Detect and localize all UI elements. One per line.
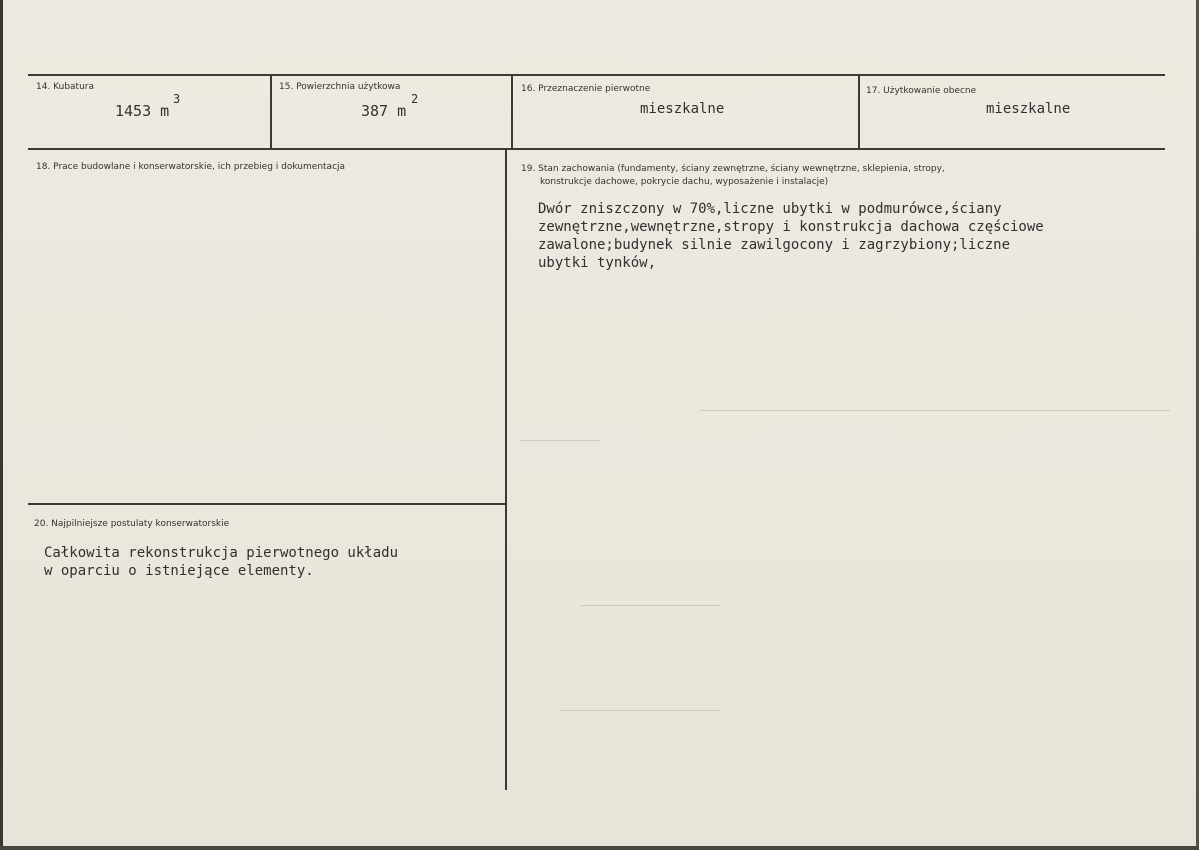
field-14-value: 1453 m — [115, 102, 170, 120]
field-19-label-line2: konstrukcje dachowe, pokrycie dachu, wyposażenie i instalacje) — [540, 177, 829, 187]
col-divider-14-15 — [270, 74, 272, 149]
field-15-label: 15. Powierzchnia użytkowa — [279, 82, 401, 92]
field-15-value: 387 m — [361, 102, 407, 120]
field-17-value: mieszkalne — [986, 101, 1071, 117]
field-16-label: 16. Przeznaczenie pierwotne — [521, 84, 651, 94]
field-19-text: Dwór zniszczony w 70%,liczne ubytki w podmurówce,ściany zewnętrzne,wewnętrzne,stropy i konstrukcja dachowa częściowe zawalone;budynek silnie zawilgocony i zagrzybiony;liczne ubytki tynków, — [538, 201, 1044, 271]
card-bottom-edge — [0, 846, 1199, 850]
field-15-superscript: 2 — [411, 92, 419, 106]
field-20-text: Całkowita rekonstrukcja pierwotnego układu w oparciu o istniejące elementy. — [44, 545, 399, 579]
row-divider-rule — [28, 148, 1165, 150]
col-divider-lower — [505, 148, 507, 790]
field-14-label: 14. Kubatura — [36, 82, 95, 92]
bleed-through-line — [700, 410, 1170, 411]
col-divider-15-16 — [511, 74, 513, 149]
field-18-label: 18. Prace budowlane i konserwatorskie, ich przebieg i dokumentacja — [36, 162, 346, 172]
col-divider-16-17 — [858, 74, 860, 149]
field-16-value: mieszkalne — [640, 101, 725, 117]
top-rule — [28, 74, 1165, 76]
field-14-superscript: 3 — [173, 92, 181, 106]
field-17-label: 17. Użytkowanie obecne — [866, 86, 977, 96]
card-left-edge — [0, 0, 3, 850]
bleed-through-line — [520, 440, 600, 441]
field-19-label-line1: 19. Stan zachowania (fundamenty, ściany zewnętrzne, ściany wewnętrzne, sklepienia, stropy, — [521, 164, 945, 174]
bleed-through-line — [580, 605, 720, 606]
section-18-20-divider — [28, 503, 506, 505]
bleed-through-line — [560, 710, 720, 711]
field-20-label: 20. Najpilniejsze postulaty konserwatorskie — [34, 519, 230, 529]
